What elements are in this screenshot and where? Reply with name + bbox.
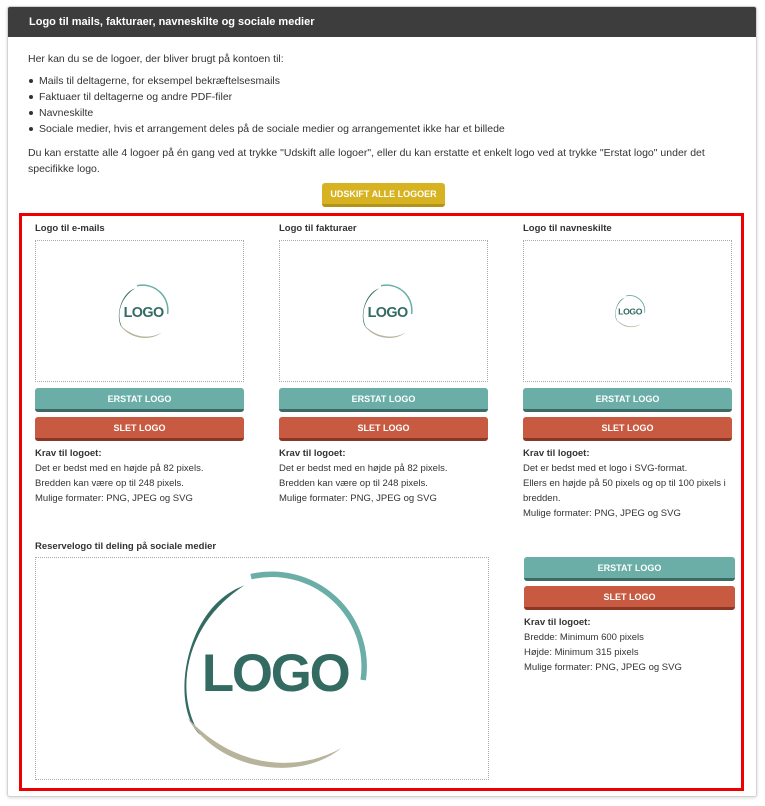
email-logo-image [110, 281, 170, 341]
requirement-line: Bredden kan være op til 248 pixels. [279, 478, 428, 489]
email-logo-title: Logo til e-mails [35, 223, 105, 234]
badge-logo-preview [523, 240, 732, 382]
requirement-line: bredden. [523, 493, 561, 504]
panel-title: Logo til mails, fakturaer, navneskilte og sociale medier [29, 16, 315, 28]
invoice-replace-logo-button[interactable]: ERSTAT LOGO [279, 388, 488, 412]
requirement-line: Mulige formater: PNG, JPEG og SVG [523, 508, 681, 519]
email-logo-preview [35, 240, 244, 382]
email-logo-requirements [35, 446, 255, 506]
requirement-line: Ellers en højde på 50 pixels og op til 100 pixels i [523, 478, 726, 489]
badge-logo-title: Logo til navneskilte [523, 223, 612, 234]
requirements-title: Krav til logoet: [35, 448, 102, 459]
requirement-line: Bredden kan være op til 248 pixels. [35, 478, 184, 489]
invoice-delete-logo-button[interactable]: SLET LOGO [279, 417, 488, 441]
invoice-logo-title: Logo til fakturaer [279, 223, 357, 234]
badge-delete-logo-button[interactable]: SLET LOGO [523, 417, 732, 441]
invoice-logo-preview [279, 240, 488, 382]
intro-text: Her kan du se de logoer, der bliver brugt på kontoen til: [28, 53, 284, 65]
panel-header [8, 7, 756, 37]
usage-list [28, 74, 505, 138]
invoice-logo-image [354, 281, 414, 341]
requirements-title: Krav til logoet: [523, 448, 590, 459]
usage-list-item: Sociale medier, hvis et arrangement deles på de sociale medier og arrangementet ikke har et billede [28, 122, 505, 138]
email-replace-logo-button[interactable]: ERSTAT LOGO [35, 388, 244, 412]
requirement-line: Det er bedst med en højde på 82 pixels. [35, 463, 204, 474]
email-delete-logo-button[interactable]: SLET LOGO [35, 417, 244, 441]
badge-logo-image [610, 293, 646, 329]
badge-logo-requirements [523, 446, 735, 521]
requirement-line: Det er bedst med et logo i SVG-format. [523, 463, 688, 474]
usage-list-item: Navneskilte [28, 106, 505, 122]
requirement-line: Bredde: Minimum 600 pixels [524, 632, 644, 643]
social-logo-requirements [524, 615, 735, 675]
description-text: Du kan erstatte alle 4 logoer på én gang ved at trykke "Udskift alle logoer", eller du kan erstatte et enkelt logo ved at trykke "Erstat logo" under det specifikke logo. [28, 147, 705, 175]
requirements-title: Krav til logoet: [524, 617, 591, 628]
requirement-line: Mulige formater: PNG, JPEG og SVG [279, 493, 437, 504]
requirement-line: Det er bedst med en højde på 82 pixels. [279, 463, 448, 474]
requirements-title: Krav til logoet: [279, 448, 346, 459]
invoice-logo-requirements [279, 446, 499, 506]
badge-replace-logo-button[interactable]: ERSTAT LOGO [523, 388, 732, 412]
requirement-line: Højde: Minimum 315 pixels [524, 647, 639, 658]
social-replace-logo-button[interactable]: ERSTAT LOGO [524, 557, 735, 581]
usage-list-item: Mails til deltagerne, for eksempel bekræftelsesmails [28, 74, 505, 90]
requirement-line: Mulige formater: PNG, JPEG og SVG [524, 662, 682, 673]
social-delete-logo-button[interactable]: SLET LOGO [524, 586, 735, 610]
social-logo-image [152, 559, 372, 779]
social-logo-title: Reservelogo til deling på sociale medier [35, 541, 217, 552]
requirement-line: Mulige formater: PNG, JPEG og SVG [35, 493, 193, 504]
social-logo-preview [35, 557, 489, 780]
usage-list-item: Faktuaer til deltagerne og andre PDF-filer [28, 90, 505, 106]
replace-all-logos-button[interactable]: UDSKIFT ALLE LOGOER [322, 183, 445, 207]
